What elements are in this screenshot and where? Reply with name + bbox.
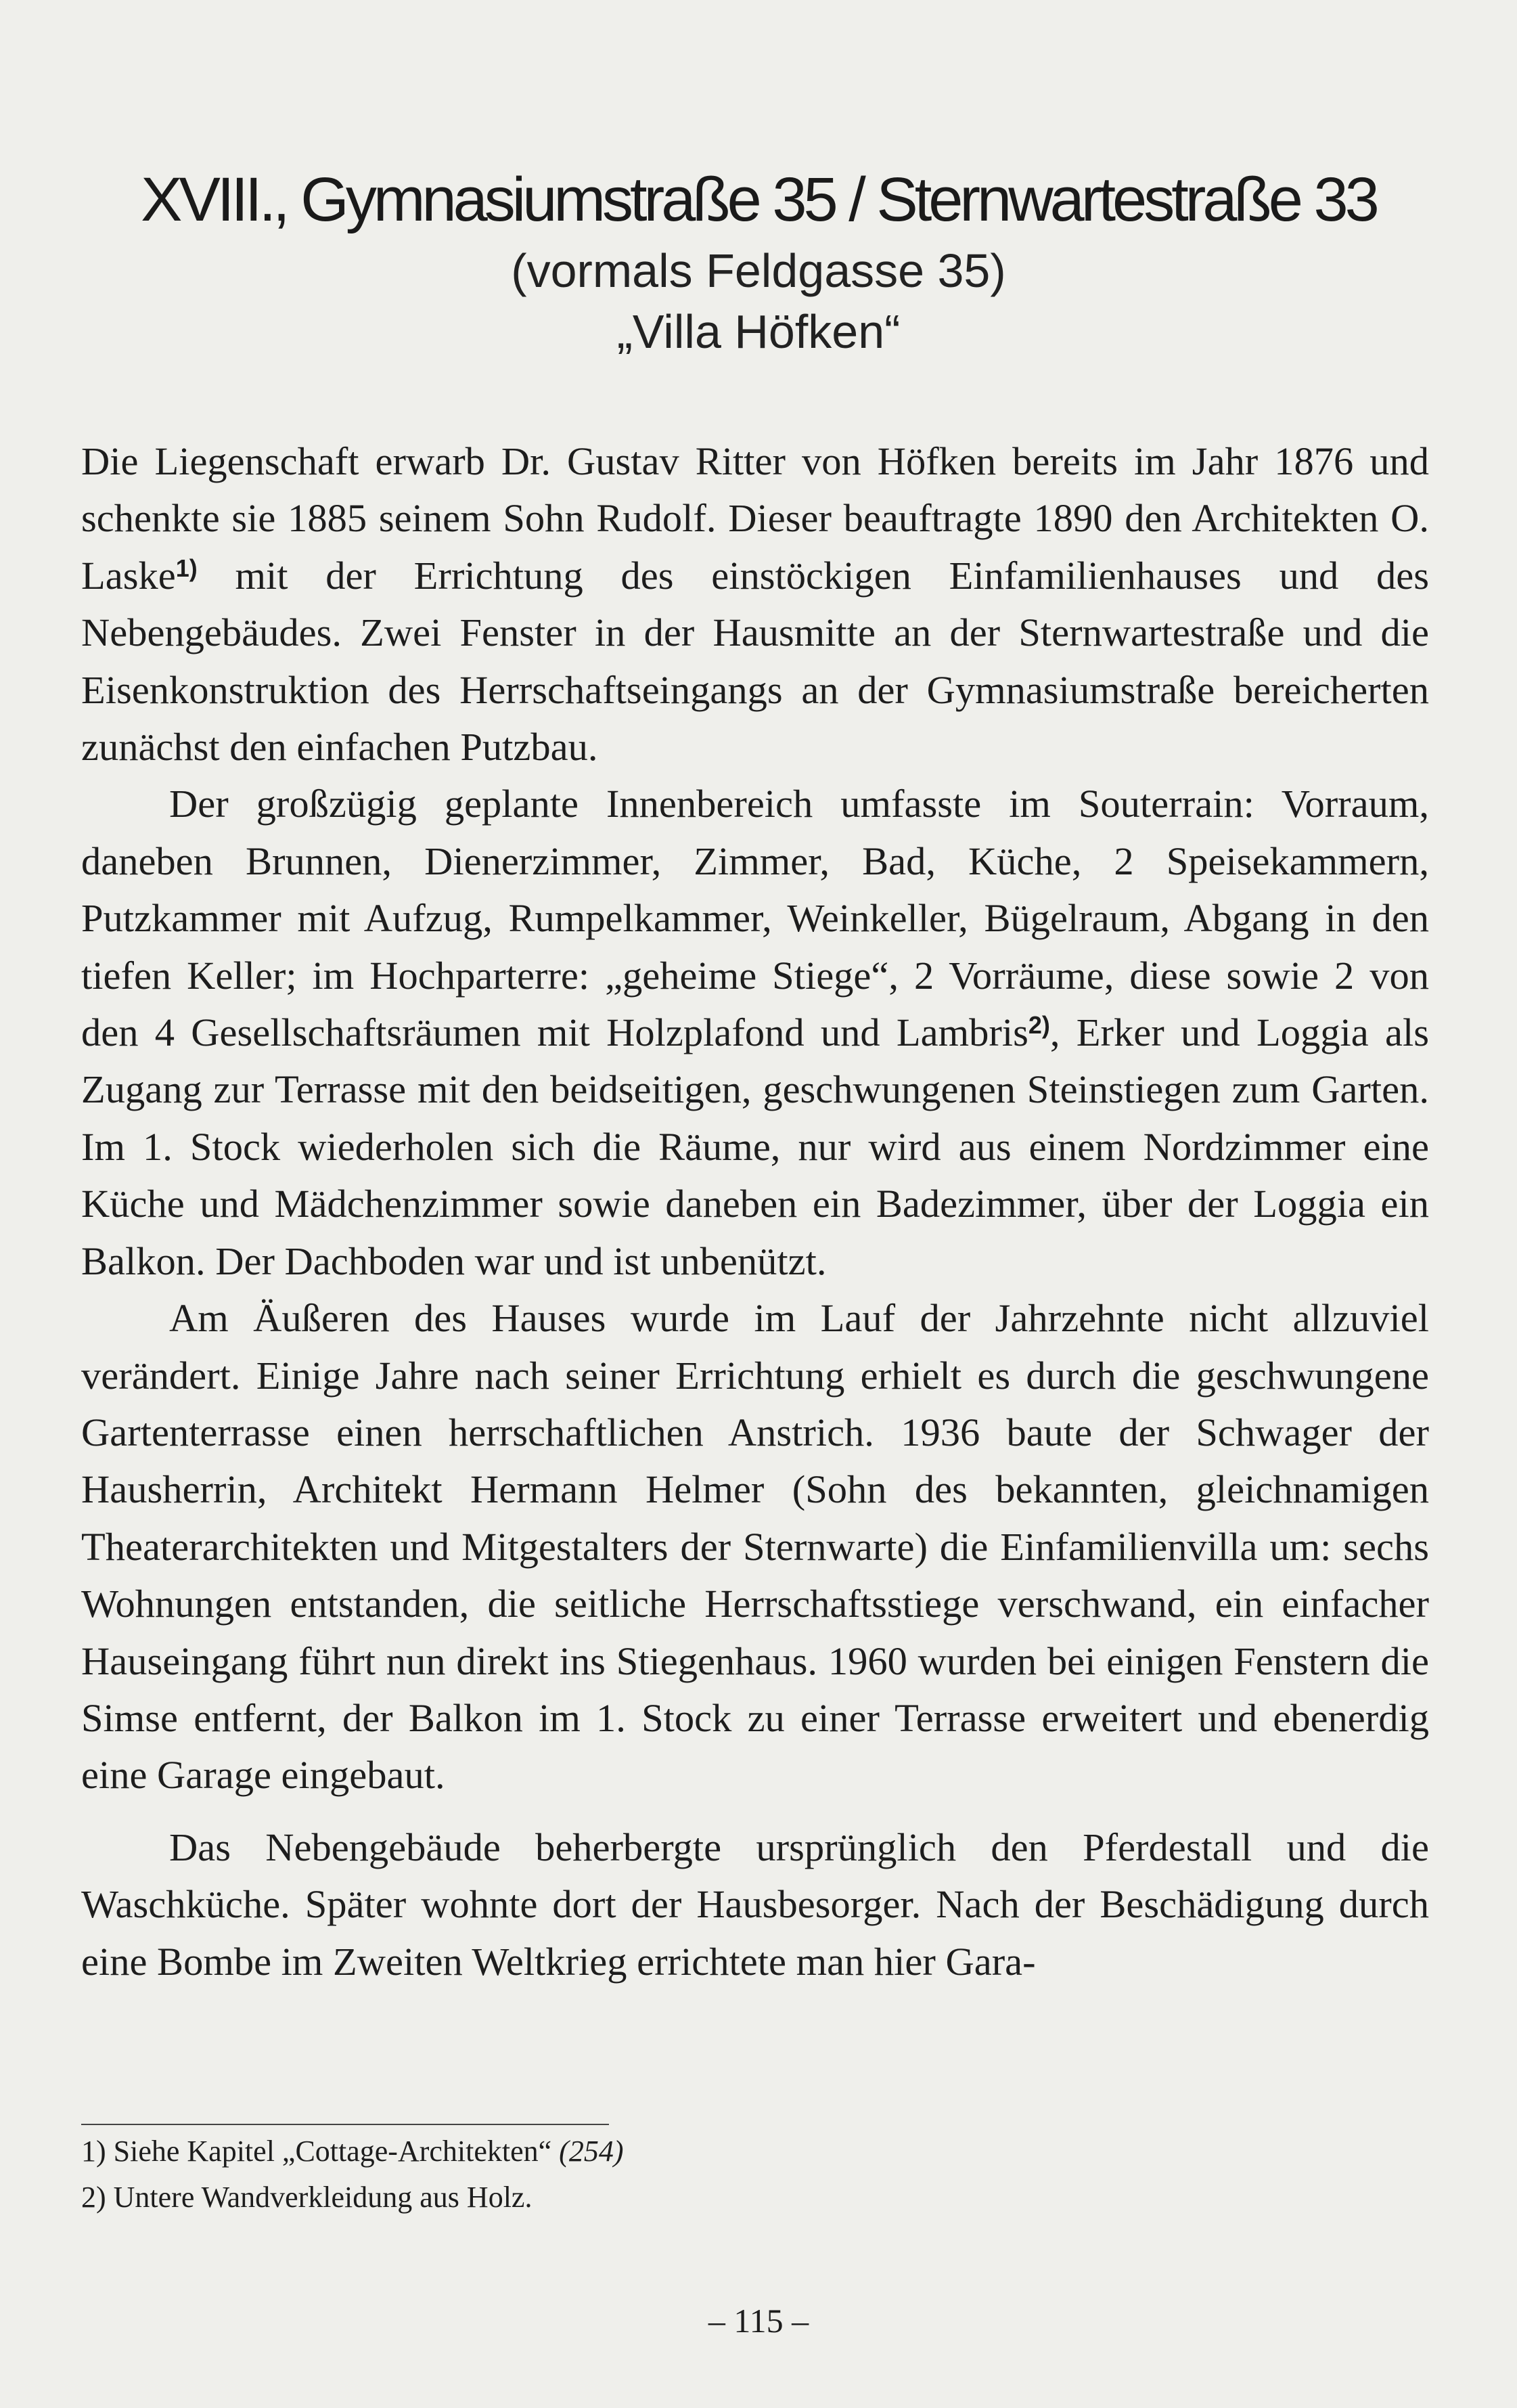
footnote-ref-1: 1) xyxy=(175,554,198,582)
villa-name: „Villa Höfken“ xyxy=(616,305,901,358)
footnotes xyxy=(81,2128,1429,2221)
footnote-1: 1) Siehe Kapitel „Cottage-Architekten“ (254) xyxy=(81,2135,624,2168)
body-text xyxy=(81,433,1429,1990)
paragraph-2: Der großzügig geplante Innenbereich umfasste im Souterrain: Vorraum, daneben Brunnen, Dienerzimmer, Zimmer, Bad, Küche, 2 Speisekammern, Putzkammer mit Aufzug, Rumpelkammer, Weinkeller, Bügelraum, Abgang in den tiefen Keller; im Hochparterre: „geheime Stiege“, 2 Vorräume, diese sowie 2 von den 4 Gesellschaftsräumen mit Holzplafond und Lambris$^{2)}$, Erker und Loggia als Zugang zur Terrasse mit den beidseitigen, geschwungenen Steinstiegen zum Garten. Im 1. Stock wiederholen sich die Räume, nur wird aus einem Nordzimmer eine Küche und Mädchenzimmer sowie daneben ein Badezimmer, über der Loggia ein Balkon. Der Dachboden war und ist unbenützt. xyxy=(81,782,1429,1283)
page-number: – 115 – xyxy=(708,2302,809,2340)
footnote-2: 2) Untere Wandverkleidung aus Holz. xyxy=(81,2181,533,2214)
footnote-ref-2: 2) xyxy=(1028,1011,1050,1040)
paragraph-4: Das Nebengebäude beherbergte ursprünglich den Pferdestall und die Waschküche. Später wohnte dort der Hausbesorger. Nach der Beschädigung durch eine Bombe im Zweiten Weltkrieg errichtete man hier Gara- xyxy=(81,1825,1429,1984)
footnote-divider xyxy=(81,2124,609,2125)
footnote-1-page-ref: (254) xyxy=(559,2135,624,2168)
paragraph-1: Die Liegenschaft erwarb Dr. Gustav Ritter von Höfken bereits im Jahr 1876 und schenkte sie 1885 seinem Sohn Rudolf. Dieser beauftragte 1890 den Architekten O. Laske$^{1)}$ mit der Errichtung des einstöckigen Einfamilienhauses und des Nebengebäudes. Zwei Fenster in der Hausmitte an der Sternwartestraße und die Eisenkonstruktion des Herrschaftseingangs an der Gymnasiumstraße bereicherten zunächst den einfachen Putzbau. xyxy=(81,439,1429,770)
page-subtitle: (vormals Feldgasse 35) xyxy=(511,244,1006,297)
paragraph-3: Am Äußeren des Hauses wurde im Lauf der Jahrzehnte nicht allzuviel verändert. Einige Jahre nach seiner Errichtung erhielt es durch die geschwungene Gartenterrasse einen herrschaftlichen Anstrich. 1936 baute der Schwager der Hausherrin, Architekt Hermann Helmer (Sohn des bekannten, gleichnamigen Theaterarchitekten und Mitgestalters der Sternwarte) die Einfamilienvilla um: sechs Wohnungen entstanden, die seitliche Herrschaftsstiege verschwand, ein einfacher Hauseingang führt nun direkt ins Stiegenhaus. 1960 wurden bei einigen Fenstern die Simse entfernt, der Balkon im 1. Stock zu einer Terrasse erweitert und ebenerdig eine Garage eingebaut. xyxy=(81,1296,1429,1798)
page-title: XVIII., Gymnasiumstraße 35 / Sternwartestraße 33 xyxy=(141,165,1376,234)
